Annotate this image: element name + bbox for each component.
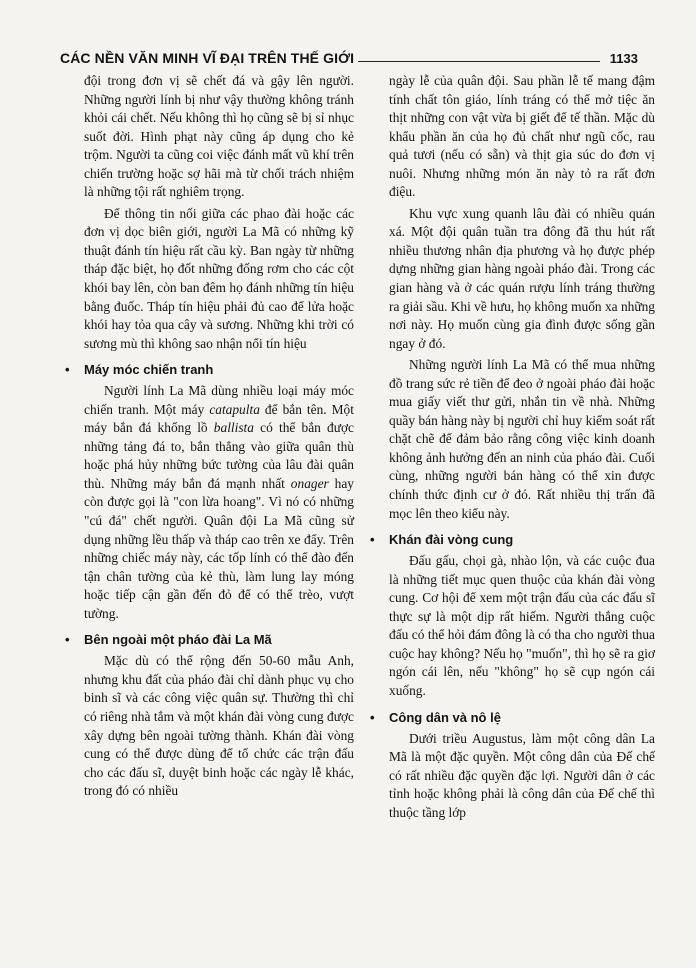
left-column bbox=[65, 72, 354, 801]
section-title: Công dân và nô lệ bbox=[389, 709, 501, 725]
section-heading bbox=[370, 531, 655, 549]
section-title: Máy móc chiến tranh bbox=[84, 362, 214, 378]
bullet-icon: • bbox=[65, 362, 70, 378]
text-run: có thể bắn được những tảng đá to, bắn thẳng vào giữa quân thù hoặc phá hủy những bức tường của lâu đài quân thù. Những máy bắn đá mạnh nhất bbox=[84, 420, 354, 491]
running-header bbox=[60, 44, 638, 66]
paragraph: Dưới triều Augustus, làm một công dân La Mã là một đặc quyền. Một công dân của Đế chế có rất nhiều đặc quyền đặc lợi. Người dân ở các tỉnh hoặc không phải là công dân của Đế chế thì thuộc tầng lớp bbox=[389, 730, 655, 820]
section-title: Khán đài vòng cung bbox=[389, 532, 514, 548]
paragraph bbox=[84, 382, 354, 623]
paragraph: Mặc dù có thể rộng đến 50-60 mẫu Anh, nhưng khu đất của pháo đài chỉ dành phục vụ cho binh sĩ và các công việc quân sự. Thường thì chỉ có riêng nhà tắm và một khán đài vòng cung được xây dựng bên ngoài tường thành. Khán đài vòng cung có thể được dùng để tổ chức các trận đấu cho các đấu sĩ, duyệt binh hoặc các ngày lễ khác, trong đó có nhiều bbox=[84, 653, 354, 799]
section-title: Bên ngoài một pháo đài La Mã bbox=[84, 632, 272, 648]
bullet-icon: • bbox=[370, 709, 375, 725]
term-ballista: ballista bbox=[213, 420, 254, 436]
paragraph: đội trong đơn vị sẽ chết đá và gậy lên người. Những người lính bị như vậy thường không tránh khỏi cái chết. Nếu không thì họ cũng sẽ bị sỉ nhục suốt đời. Hình phạt này cũng áp dụng cho kẻ trộm. Người ta cũng coi việc đánh mất vũ khí trên chiến trường hoặc sợ hãi mà từ chối trách nhiệm là những tội rất nghiêm trọng. bbox=[84, 73, 354, 200]
page-number: 1133 bbox=[609, 51, 638, 66]
bullet-icon: • bbox=[370, 532, 375, 548]
paragraph: ngày lễ của quân đội. Sau phần lễ tế mang đậm tính chất tôn giáo, lính tráng có thể mở tiệc ăn thịt những con vật vừa bị giết để tế thần. Mặc dù khẩu phần ăn của họ đủ chất như ngũ cốc, rau quả tươi (nếu có sẵn) và thịt gia súc do đơn vị nuôi. Nhưng những món ăn này tỏ ra rất đơn điệu. bbox=[389, 73, 655, 200]
section-heading bbox=[370, 709, 655, 727]
paragraph: Để thông tin nối giữa các phao đài hoặc các đơn vị dọc biên giới, người La Mã có những kỹ thuật đánh tín hiệu rất cầu kỳ. Ban ngày từ những tháp đặc biệt, họ đốt những đống rơm cho các cột khói bay lên, còn ban đêm họ đánh những tín hiệu bằng đuốc. Tháp tín hiệu phải đủ cao để lửa hoặc khói hay tỏa qua cây và sương. Những khi trời có sương mù thì không sao nhận nổi tín hiệu bbox=[84, 205, 354, 351]
header-rule bbox=[358, 61, 600, 62]
paragraph: Đấu gấu, chọi gà, nhào lộn, và các cuộc đua là những tiết mục quen thuộc của khán đài vòng cung. Cơ hội để xem một trận đấu của các đấu sĩ thực sự là một dịp rất hiếm. Người thắng cuộc đấu có thể hỏi đám đông là có tha cho người thua cuộc hay không? Nếu họ "muốn", thì họ sẽ ra giơ ngón cái lên, nếu "không" họ sẽ cụp ngón cái xuống. bbox=[389, 553, 655, 698]
text-run: để bắn tên. Một máy bắn đá khổng lồ bbox=[84, 401, 354, 436]
header-title: CÁC NỀN VĂN MINH VĨ ĐẠI TRÊN THẾ GIỚI bbox=[60, 50, 355, 66]
right-column bbox=[370, 72, 655, 822]
bullet-icon: • bbox=[65, 632, 70, 648]
term-catapulta: catapulta bbox=[209, 401, 260, 417]
paragraph: Những người lính La Mã có thể mua những đồ trang sức rẻ tiền để đeo ở ngoài pháo đài hoặc mua giấy viết thư gửi, nhắn tin về nhà. Những quầy bán hàng này bị người chỉ huy kiểm soát rất chặt chẽ để đảm bảo rằng công việc kinh doanh không ảnh hưởng đến an ninh của pháo đài. Cuối cùng, những người bán hàng có thể xin được chính thức định cư ở đó. Rất nhiều thị trấn đã mọc lên theo kiểu này. bbox=[389, 357, 655, 521]
section-heading bbox=[65, 631, 354, 649]
section-heading bbox=[65, 361, 354, 379]
paragraph: Khu vực xung quanh lâu đài có nhiều quán xá. Một đội quân tuần tra đông đã thu hút rất nhiều thương nhân địa phương và họ được phép dựng những gian hàng ngoài pháo đài. Trong các gian hàng và ở các quán rượu lính tráng thường ra giải sầu. Khi về hưu, họ không muốn xa những nơi này. Họ muốn cùng gia đình được sống gần ngay ở đó. bbox=[389, 205, 655, 351]
text-run: Người lính La Mã dùng nhiều loại máy móc chiến tranh. Một máy bbox=[84, 383, 354, 417]
term-onager: onager bbox=[290, 475, 329, 491]
text-run: hay còn được gọi là "con lừa hoang". Vì nó có những "cú đá" chết người. Quân đội La Mã cũng sử dụng những lều thấp và tháp cao trên xe đẩy. Trên những chiếc máy này, các tốp lính có thể đào đến tận chân tường của kẻ thù, làm lung lay móng hoặc tiếp cận gần đến đỏ để có thể trèo, vượt tường. bbox=[84, 475, 354, 621]
